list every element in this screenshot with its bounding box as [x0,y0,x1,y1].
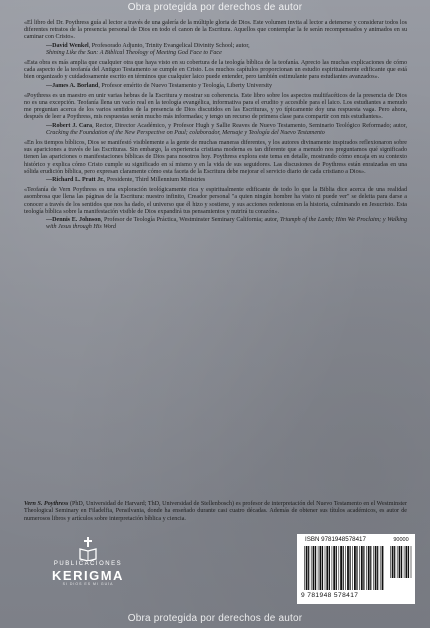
endorser-role: , Profesor emérito de Nuevo Testamento y Teología, Liberty University [98,82,273,89]
barcode-bar [370,546,371,590]
barcode-bar [394,546,395,578]
ean-barcode [303,546,385,590]
barcode-bar [313,546,315,590]
barcode-bar [399,546,401,578]
endorsement-quote: «Poythress es un maestro en unir varias hebras de la Escritura y mostrar su coherencia. Este libro sobre los aspectos multifacéticos de la presencia de Dios no es una excepción. Teofanía llena un vacío real en la teología evangélica, informativa para el erudito y accesible para el laico. Los estudiantes a menudo me preguntan acerca de los varios sentidos de la presencia de Dios discutidos en las Escrituras, y yo típicamente doy una respuesta vaga. Pero ahora, después de leer a Poythress, mis respuestas serán mucho más informadas; y tengo un recurso de primera clase para compartir con mis estudiantes». [24,92,407,121]
barcode-bar [390,546,391,578]
barcode-bar [401,546,402,578]
barcode-bar [311,546,312,590]
author-bio-text: (PhD, Universidad de Harvard; ThD, Universidad de Stellenbosch) es profesor de interpretación del Nuevo Testamento en el Westminster Theological Seminary en Filadelfia, Pensilvania, donde ha enseñado durante casi cuatro décadas. Además de obtener sus títulos académicos, es autor de numerosos libros y artículos sobre interpretación bíblica y ciencia. [24,501,407,522]
barcode-bar [404,546,405,578]
endorser-name: —David Wenkel [46,42,89,49]
ean-digits: 9 781948 578417 [301,592,359,599]
endorsement-attribution [24,43,407,57]
barcode-bar [322,546,323,590]
publisher-tagline: SI DIOS ES MI GUÍA [62,582,114,586]
publisher-logo [28,537,148,585]
barcode-bar [320,546,322,590]
endorsement-quote: «Teofanía de Vern Poythress es una exploración teológicamente rica y espiritualmente edificante de todo lo que la Biblia dice acerca de una realidad asombrosa que llena las páginas de la Escritura: nuestro infinito, Creador personal "a quien ningún hombre ha visto ni puede ver" se deleita para darse a conocer a través de los sentidos que nos ha dado, el universo que él hizo y sostiene, y sus acciones redentoras en la historia, culminando en Jesucristo. Esta teología bíblica sobre la manifestación visible de Dios expandirá tus pensamientos y nutrirá tu corazón». [24,187,407,215]
barcode-bar [306,546,308,590]
endorser-role: , Profesorado Adjunto, Trinity Evangelical Divinity School; autor, [88,42,250,49]
barcode-bar [340,546,342,590]
barcode-bar [326,546,328,590]
author-name: Vern S. Poythress [24,501,69,507]
barcode-bar [352,546,353,590]
endorser-name: —Dennis E. Johnson [46,217,101,224]
barcode-bar [315,546,316,590]
barcode-bar [333,546,335,590]
barcode-bar [345,546,346,590]
endorsement-quote: «En los tiempos bíblicos, Dios se manifestó visiblemente a la gente de muchas maneras diferentes, y los autores divinamente inspirados reflexionaron sobre sus apariciones a través de las Escrituras. Sin embargo, la experiencia cristiana moderna es tan diferente que a menudo nos preguntamos qué significado tienen las apariciones o manifestaciones bíblicas de Dios para nosotros hoy. Poythress explora este tema en detalle, mostrando cómo encaja en su contexto histórico y explica cómo Cristo cumple su significado en sí mismo y en la vida de sus seguidores. Las discusiones de Poythress están enraizadas en una sólida erudición bíblica, pero expresan claramente cómo esta faceta de la Escritura debe mejorar el servicio diario de cada cristiano a Dios». [24,140,407,175]
barcode-bar [339,546,340,590]
endorsements [24,20,407,234]
endorsement-attribution [24,177,407,184]
endorsement-attribution [24,83,407,90]
barcode-bar [375,546,377,590]
endorser-name: —Robert J. Cara [46,122,93,129]
barcode-bar [347,546,349,590]
barcode-bar [366,546,367,590]
endorser-role: , Presidente, Third Millennium Ministries [103,177,206,184]
barcode-bar [356,546,357,590]
barcode-bar [332,546,333,590]
endorsement-quote: «Esta obra es más amplia que cualquier otra que haya visto en su cobertura de la teología bíblica de la teofanía. Aprecio las muchas explicaciones de cómo cada aspecto de la teofanía del Antiguo Testamento se cumple en Cristo. Los muchos capítulos proporcionan un estudio espiritualmente edificante que está bien organizado y cuidadosamente escrito en términos que cualquier laico puede entender, pero también estimulante para estudiantes avanzados». [24,60,407,81]
barcode-bar [377,546,378,590]
barcode-bar [308,546,309,590]
barcode-bar [304,546,305,590]
endorser-book: Triumph of the Lamb; Him We Proclaim; y Walking with Jesus through His Word [46,217,407,231]
author-bio [24,501,407,523]
book-cross-icon [78,537,98,561]
watermark-top: Obra protegida por derechos de autor [127,2,303,13]
barcode-bar [363,546,364,590]
barcode-bar [408,546,409,578]
barcode-bar [318,546,319,590]
barcode-bar [368,546,370,590]
barcode-bar [343,546,344,590]
endorser-book: Shining Like the Sun: A Biblical Theology of Meeting God Face to Face [46,49,222,56]
isbn-label: ISBN 9781948578417 [305,536,366,543]
endorsement-quote: «El libro del Dr. Poythress guía al lector a través de una galería de la múltiple gloria de Dios. Este volumen invita al lector a detenerse y considerar todos los diferentes retratos de la presencia personal de Dios en todo el canon de la Escritura. Aquellos que contemplar la fe serán recompensados y animados en su caminar con Cristo». [24,20,407,41]
endorser-role: , Profesor de Teología Práctica, Westminster Seminary California; autor, [100,217,279,224]
barcode-bar [382,546,384,590]
endorser-name: —James A. Borland [46,82,99,89]
endorsement-attribution [24,217,407,231]
barcode-bar [406,546,408,578]
barcode-bar [380,546,381,590]
endorser-book: Cracking the Foundation of the New Perspective on Paul; colaborador, Mensaje y Teología del Nuevo Testamento [46,129,325,136]
endorser-role: , Rector, Director Académico, y Profesor Hugh y Sallie Reaves de Nuevo Testamento, Seminario Teológico Reformado; autor, [92,122,407,129]
barcode-bar [336,546,337,590]
barcode-bar [350,546,351,590]
isbn-barcode-block [297,534,415,604]
endorsement-attribution [24,123,407,137]
endorser-name: —Richard L. Pratt Jr. [46,177,104,184]
publisher-name: KERIGMA [52,568,124,583]
barcode-bar [361,546,363,590]
barcode-bar [325,546,326,590]
publisher-line1: PUBLICACIONES [53,561,123,567]
price-barcode [389,546,413,578]
barcode-bar [397,546,398,578]
barcode-bar [392,546,394,578]
barcode-bar [359,546,360,590]
barcode-bar [411,546,412,578]
barcode-bar [329,546,330,590]
barcode-bar [373,546,374,590]
watermark-bottom: Obra protegida por derechos de autor [127,613,303,624]
price-code-label: 90000 [393,537,409,543]
barcode-bar [354,546,356,590]
